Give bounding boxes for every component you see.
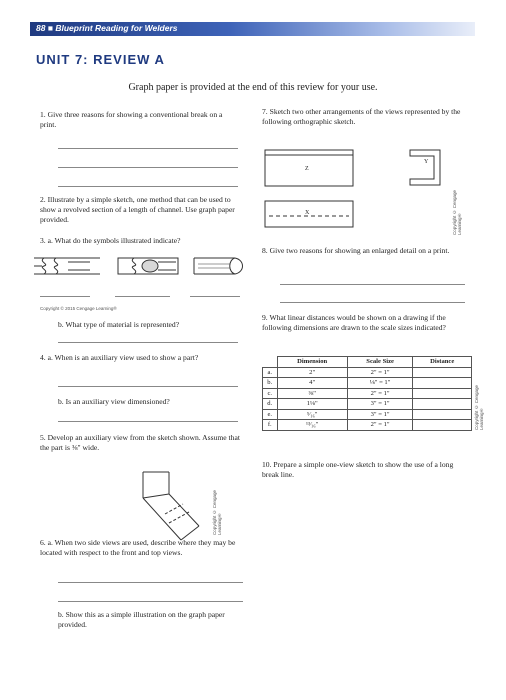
copyright-note: Copyright © 2015 Cengage Learning® xyxy=(40,306,117,311)
question-5: 5. Develop an auxiliary view from the sketch shown. Assume that the part is ⅜" wide. xyxy=(40,433,240,452)
dimension-cell: 4" xyxy=(277,378,347,389)
row-letter: a. xyxy=(263,367,278,378)
column-header: Dimension xyxy=(277,357,347,368)
scale-cell: 2" = 1" xyxy=(347,367,413,378)
copyright-note: Copyright © Cengage Learning® xyxy=(474,384,484,430)
page-header xyxy=(36,23,178,33)
table-row xyxy=(263,399,472,410)
question-2: 2. Illustrate by a simple sketch, one method that can be used to show a revolved section of a length of channel. Use graph paper provided. xyxy=(40,195,235,224)
book-title: Blueprint Reading for Welders xyxy=(55,23,178,33)
dimension-cell: ¹³⁄₁₆" xyxy=(277,420,347,431)
distance-cell[interactable] xyxy=(413,399,472,410)
copyright-note: Copyright © Cengage Learning® xyxy=(212,489,222,535)
table-row xyxy=(263,420,472,431)
answer-line xyxy=(58,582,243,583)
label-y: Y xyxy=(424,159,429,165)
question-4a: 4. a. When is an auxiliary view used to show a part? xyxy=(40,353,199,362)
dimension-table xyxy=(262,356,472,431)
question-3b: b. What type of material is represented? xyxy=(58,320,180,329)
answer-line xyxy=(58,148,238,149)
question-1: 1. Give three reasons for showing a conventional break on a print. xyxy=(40,110,223,129)
dimension-cell: 2" xyxy=(277,367,347,378)
answer-line xyxy=(280,302,465,303)
scale-cell: 2" = 1" xyxy=(347,388,413,399)
page-number: 88 xyxy=(36,23,46,33)
answer-line xyxy=(190,296,240,297)
answer-line xyxy=(58,186,238,187)
answer-line xyxy=(58,342,238,343)
break-symbols-figure xyxy=(30,252,250,282)
label-z: Z xyxy=(305,166,309,172)
question-4b: b. Is an auxiliary view dimensioned? xyxy=(58,397,170,406)
question-3a: 3. a. What do the symbols illustrated indicate? xyxy=(40,236,181,245)
question-6b: b. Show this as a simple illustration on the graph paper provided. xyxy=(58,610,225,629)
distance-cell[interactable] xyxy=(413,420,472,431)
dimension-cell: ⁵⁄₁₆" xyxy=(277,409,347,420)
label-x: X xyxy=(305,210,310,216)
row-letter: d. xyxy=(263,399,278,410)
round-bar-break-symbol xyxy=(34,258,100,274)
answer-line xyxy=(115,296,170,297)
question-8: 8. Give two reasons for showing an enlarged detail on a print. xyxy=(262,246,450,255)
dimension-cell: 1⅛" xyxy=(277,399,347,410)
row-letter: c. xyxy=(263,388,278,399)
question-6a: 6. a. When two side views are used, describe where they may be located with respect to the front and top views. xyxy=(40,538,236,557)
distance-cell[interactable] xyxy=(413,367,472,378)
question-7: 7. Sketch two other arrangements of the views represented by the following orthographic sketch. xyxy=(262,107,461,126)
tube-break-symbol xyxy=(118,258,178,274)
unit-title: UNIT 7: REVIEW A xyxy=(36,52,165,67)
column-header: Distance xyxy=(413,357,472,368)
row-letter: e. xyxy=(263,409,278,420)
scale-cell: 3" = 1" xyxy=(347,399,413,410)
table-corner xyxy=(263,357,278,368)
orthographic-sketch xyxy=(262,145,462,237)
scale-cell: ⅛" = 1" xyxy=(347,378,413,389)
question-9: 9. What linear distances would be shown on a drawing if the following dimensions are drawn to the scale sizes indicated? xyxy=(262,313,446,332)
row-letter: f. xyxy=(263,420,278,431)
answer-line xyxy=(40,296,90,297)
table-row xyxy=(263,378,472,389)
copyright-note: Copyright © Cengage Learning® xyxy=(452,189,462,235)
row-letter: b. xyxy=(263,378,278,389)
question-10: 10. Prepare a simple one-view sketch to show the use of a long break line. xyxy=(262,460,454,479)
scale-cell: 3" = 1" xyxy=(347,409,413,420)
auxiliary-view-sketch xyxy=(125,468,210,546)
answer-line xyxy=(58,421,238,422)
distance-cell[interactable] xyxy=(413,409,472,420)
answer-line xyxy=(58,601,243,602)
distance-cell[interactable] xyxy=(413,388,472,399)
table-row xyxy=(263,388,472,399)
header-bullet: ■ xyxy=(47,23,56,33)
table-row xyxy=(263,367,472,378)
column-header: Scale Size xyxy=(347,357,413,368)
intro-text: Graph paper is provided at the end of this review for your use. xyxy=(128,82,378,93)
answer-line xyxy=(280,284,465,285)
answer-line xyxy=(58,167,238,168)
pipe-break-symbol xyxy=(194,258,243,274)
dimension-cell: ⅜" xyxy=(277,388,347,399)
table-header-row xyxy=(263,357,472,368)
scale-cell: 2" = 1" xyxy=(347,420,413,431)
distance-cell[interactable] xyxy=(413,378,472,389)
table-row xyxy=(263,409,472,420)
answer-line xyxy=(58,386,238,387)
